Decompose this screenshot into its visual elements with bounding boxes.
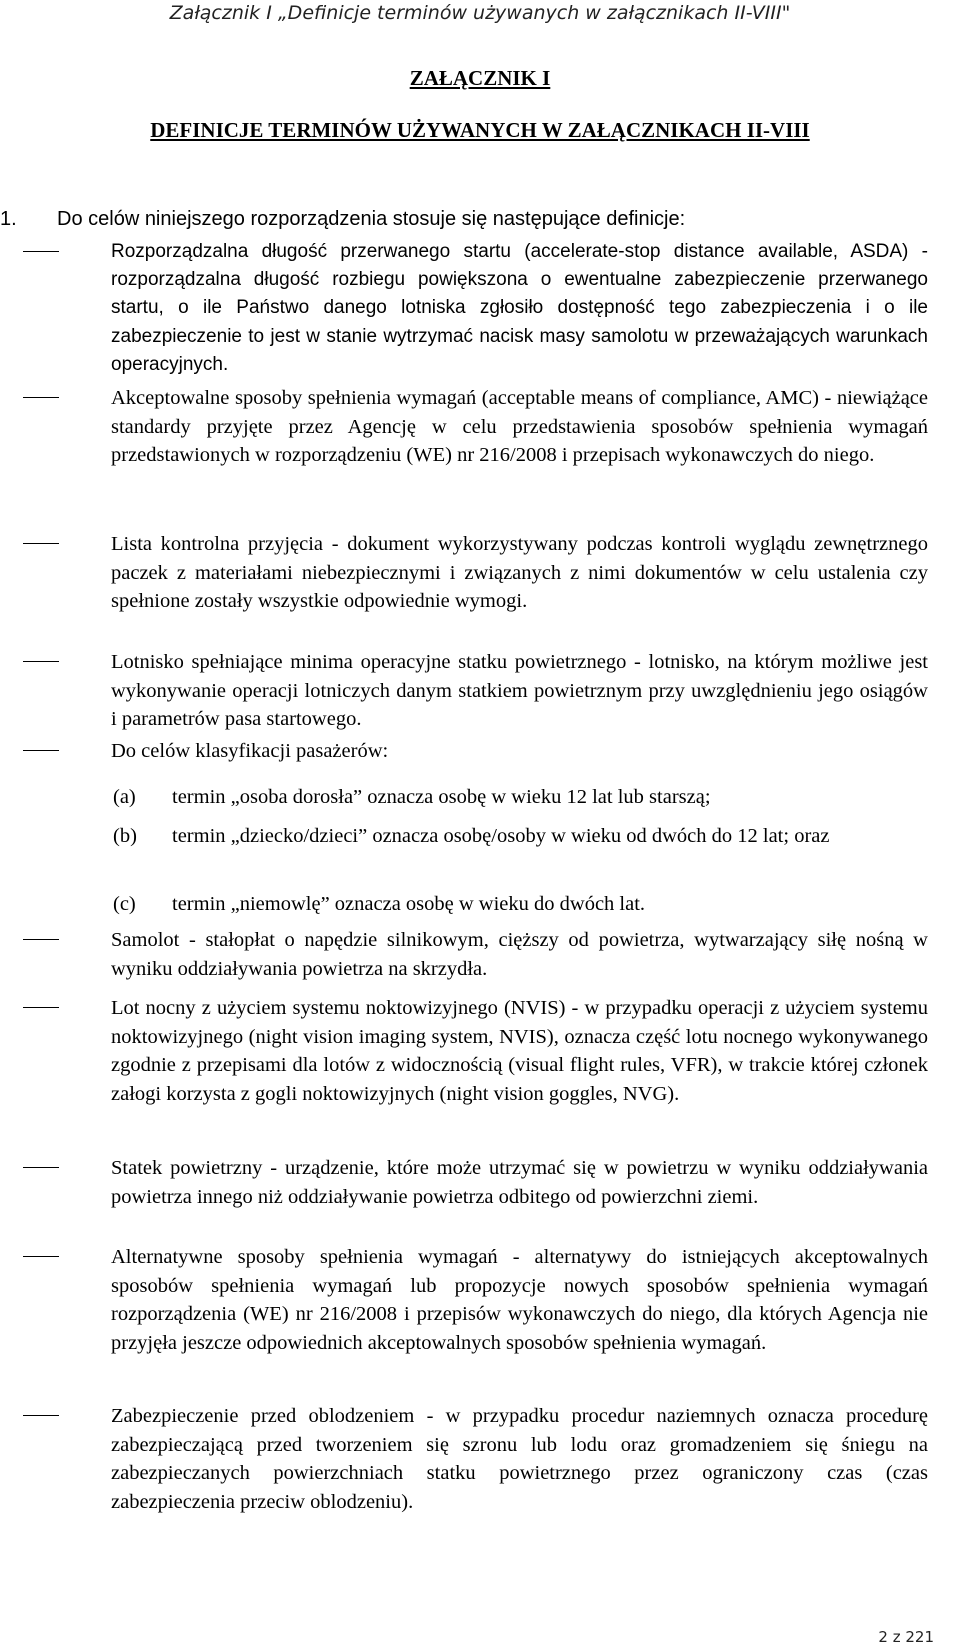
- passenger-class-text: termin „niemowlę” oznacza osobę w wieku do dwóch lat.: [172, 893, 646, 915]
- definition-text: Lot nocny z użyciem systemu noktowizyjnego (NVIS) - w przypadku operacji z użyciem systemu noktowizyjnego (night vision imaging system, NVIS), oznacza część lotu nocnego wykonywanego zgodnie z przepisami dla lotów z widocznością (visual flight rules, VFR), w trakcie której członek załogi korzysta z gogli noktowizyjnych (night vision goggles, NVG).: [111, 997, 928, 1105]
- definition-text: Rozporządzalna długość przerwanego startu (accelerate-stop distance available, ASDA) - rozporządzalna długość rozbiegu powiększona o ewentualne zabezpieczenie przerwanego startu, o ile Państwo danego lotniska zgłosiło dostępność tego zabezpieczenia i o ile zabezpieczenie to jest w stanie wytrzymać nacisk masy samolotu w przeważających warunkach operacyjnych.: [111, 241, 928, 375]
- dash-bullet-icon: [23, 543, 59, 544]
- dash-bullet-icon: [23, 1415, 59, 1416]
- definition-text: Lotnisko spełniające minima operacyjne statku powietrznego - lotnisko, na którym możliwe jest wykonywanie operacji lotniczych danym statkiem powietrznym przy uwzględnieniu jego osiągów i parametrów pasa startowego.: [111, 651, 928, 731]
- paragraph-number: 1.: [0, 208, 17, 230]
- passenger-class-text: termin „osoba dorosła” oznacza osobę w wieku 12 lat lub starszą;: [172, 786, 711, 808]
- dash-bullet-icon: [23, 397, 59, 398]
- definition-text: Do celów klasyfikacji pasażerów:: [111, 740, 389, 762]
- paragraph-text: Do celów niniejszego rozporządzenia stosuje się następujące definicje:: [57, 208, 686, 230]
- dash-bullet-icon: [23, 1167, 59, 1168]
- definition-text: Akceptowalne sposoby spełnienia wymagań (acceptable means of compliance, AMC) - niewiążące standardy przyjęte przez Agencję w celu przedstawienia sposobów spełnienia wymagań przedstawionych w rozporządzeniu (WE) nr 216/2008 i przepisach wykonawczych do niego.: [111, 387, 928, 467]
- passenger-class-label: (c): [113, 893, 136, 915]
- dash-bullet-icon: [23, 661, 59, 662]
- dash-bullet-icon: [23, 1007, 59, 1008]
- definition-text: Alternatywne sposoby spełnienia wymagań - alternatywy do istniejących akceptowalnych sposobów spełnienia wymagań lub propozycje nowych sposobów spełnienia wymagań rozporządzenia (WE) nr 216/2008 i przepisów wykonawczych do niego, dla których Agencja nie przyjęła jeszcze odpowiednich akceptowalnych sposobów spełnienia wymagań.: [111, 1246, 928, 1354]
- passenger-class-label: (b): [113, 825, 137, 847]
- page-number: 2 z 221: [878, 1628, 934, 1646]
- running-header: Załącznik I „Definicje terminów używanych w załącznikach II-VIII": [169, 2, 791, 24]
- dash-bullet-icon: [23, 251, 59, 252]
- dash-bullet-icon: [23, 1256, 59, 1257]
- dash-bullet-icon: [23, 939, 59, 940]
- passenger-class-label: (a): [113, 786, 136, 808]
- definition-text: Zabezpieczenie przed oblodzeniem - w przypadku procedur naziemnych oznacza procedurę zabezpieczającą przed tworzeniem się szronu lub lodu oraz gromadzeniem się śniegu na zabezpieczanych powierzchniach statku powietrznego przez ograniczony czas (czas zabezpieczenia przeciw oblodzeniu).: [111, 1405, 928, 1513]
- annex-subtitle: DEFINICJE TERMINÓW UŻYWANYCH W ZAŁĄCZNIKACH II-VIII: [150, 118, 810, 142]
- dash-bullet-icon: [23, 750, 59, 751]
- definition-text: Statek powietrzny - urządzenie, które może utrzymać się w powietrzu w wyniku oddziaływania powietrza innego niż oddziaływanie powietrza odbitego od powierzchni ziemi.: [111, 1157, 928, 1208]
- annex-title: ZAŁĄCZNIK I: [409, 66, 551, 90]
- definition-text: Lista kontrolna przyjęcia - dokument wykorzystywany podczas kontroli wyglądu zewnętrznego paczek z materiałami niebezpiecznymi i związanych z nimi dokumentów w celu ustalenia czy spełnione zostały wszystkie odpowiednie wymogi.: [111, 533, 928, 613]
- definition-text: Samolot - stałopłat o napędzie silnikowym, cięższy od powietrza, wytwarzający siłę nośną w wyniku oddziaływania powietrza na skrzydła.: [111, 929, 928, 980]
- passenger-class-text: termin „dziecko/dzieci” oznacza osobę/osoby w wieku od dwóch do 12 lat; oraz: [172, 825, 830, 847]
